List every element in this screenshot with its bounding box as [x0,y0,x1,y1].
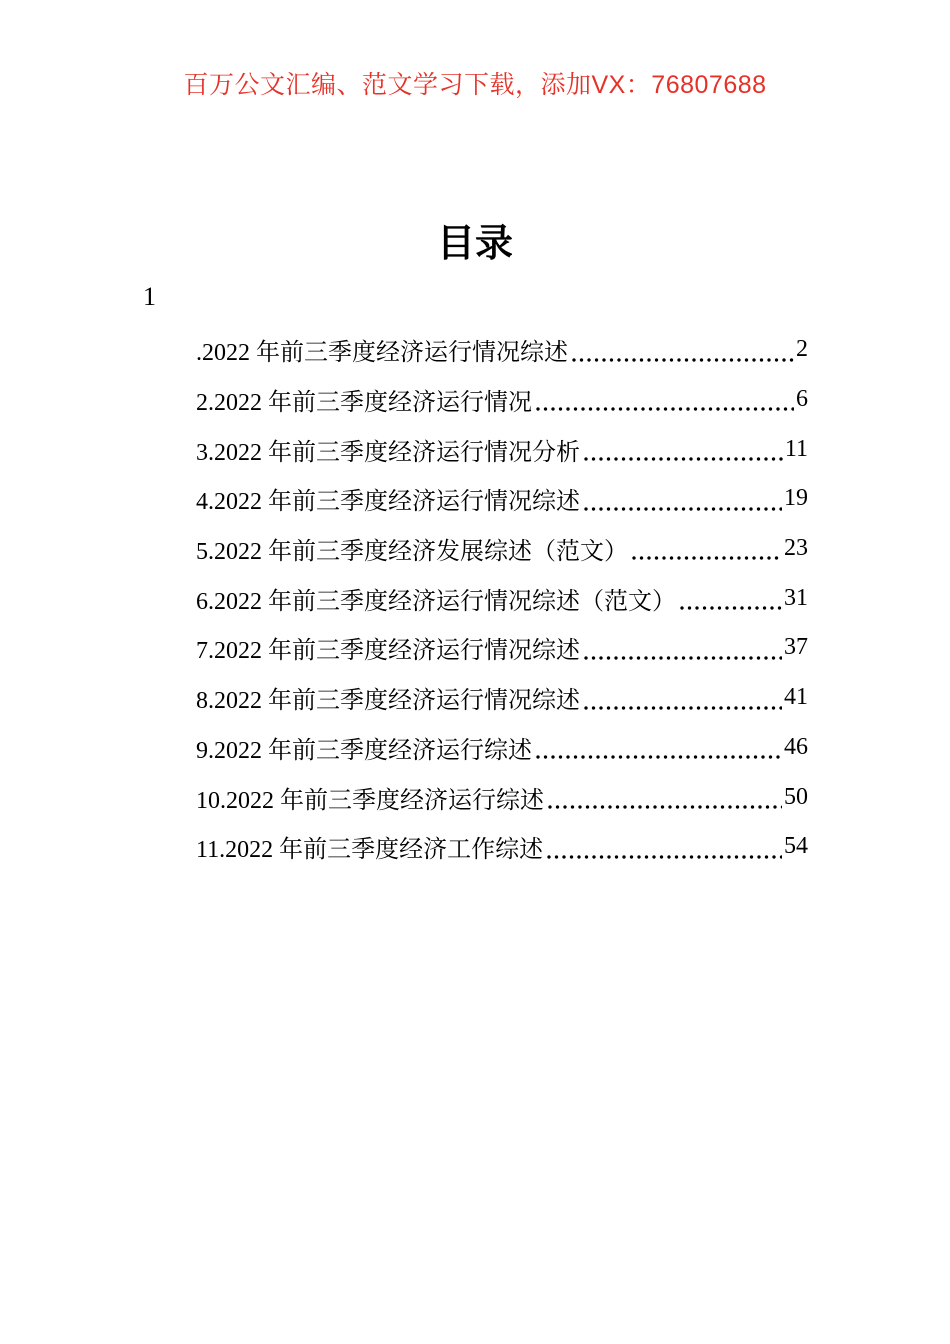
dot-leader [632,556,782,560]
toc-entry-label: 2.2022 年前三季度经济运行情况 [196,390,532,417]
toc-entry-label: 11.2022 年前三季度经济工作综述 [196,837,544,864]
toc-entry[interactable] [196,822,808,872]
toc-entry-page: 6 [796,386,808,413]
toc-entry[interactable] [196,723,808,773]
toc-entry-label: 4.2022 年前三季度经济运行情况综述 [196,489,580,516]
dot-leader [680,606,782,610]
toc-entry[interactable] [196,375,808,425]
toc-entry[interactable] [196,474,808,524]
dot-leader [536,407,794,411]
toc-entry-label: 5.2022 年前三季度经济发展综述（范文） [196,539,628,566]
dot-leader [584,457,783,461]
dot-leader [536,755,782,759]
toc-entry-label: 10.2022 年前三季度经济运行综述 [196,787,544,814]
page-title: 目录 [436,223,513,265]
toc-entry[interactable] [196,325,808,375]
toc-entry-page: 31 [784,584,808,611]
toc-entry[interactable] [196,524,808,574]
dot-leader [572,358,794,362]
toc-entry-page: 2 [796,336,808,363]
toc-entry[interactable] [196,772,808,822]
toc-entry[interactable] [196,673,808,723]
toc-entry-label: 3.2022 年前三季度经济运行情况分析 [196,439,580,466]
toc-entry[interactable] [196,573,808,623]
toc-entry-page: 41 [784,684,808,711]
dot-leader [584,507,782,511]
dot-leader [547,855,782,859]
toc-entry[interactable] [196,424,808,474]
table-of-contents [196,325,808,872]
toc-entry-page: 37 [784,634,808,661]
toc-entry-label: 9.2022 年前三季度经济运行综述 [196,737,532,764]
toc-entry-page: 50 [784,783,808,810]
toc-entry-page: 19 [784,485,808,512]
dot-leader [548,805,782,809]
toc-entry-label: .2022 年前三季度经济运行情况综述 [196,340,568,367]
toc-entry-label: 7.2022 年前三季度经济运行情况综述 [196,638,580,665]
toc-entry-page: 23 [784,535,808,562]
promo-notice: 百万公文汇编、范文学习下载，添加VX：76807688 [183,71,767,99]
toc-entry-page: 11 [784,435,808,462]
toc-entry-label: 6.2022 年前三季度经济运行情况综述（范文） [196,588,676,615]
toc-entry[interactable] [196,623,808,673]
dot-leader [584,656,782,660]
toc-entry-page: 54 [784,833,808,860]
dot-leader [584,706,782,710]
toc-entry-label: 8.2022 年前三季度经济运行情况综述 [196,688,580,715]
toc-entry-page: 46 [784,733,808,760]
orphan-entry-number: 1 [143,282,156,311]
